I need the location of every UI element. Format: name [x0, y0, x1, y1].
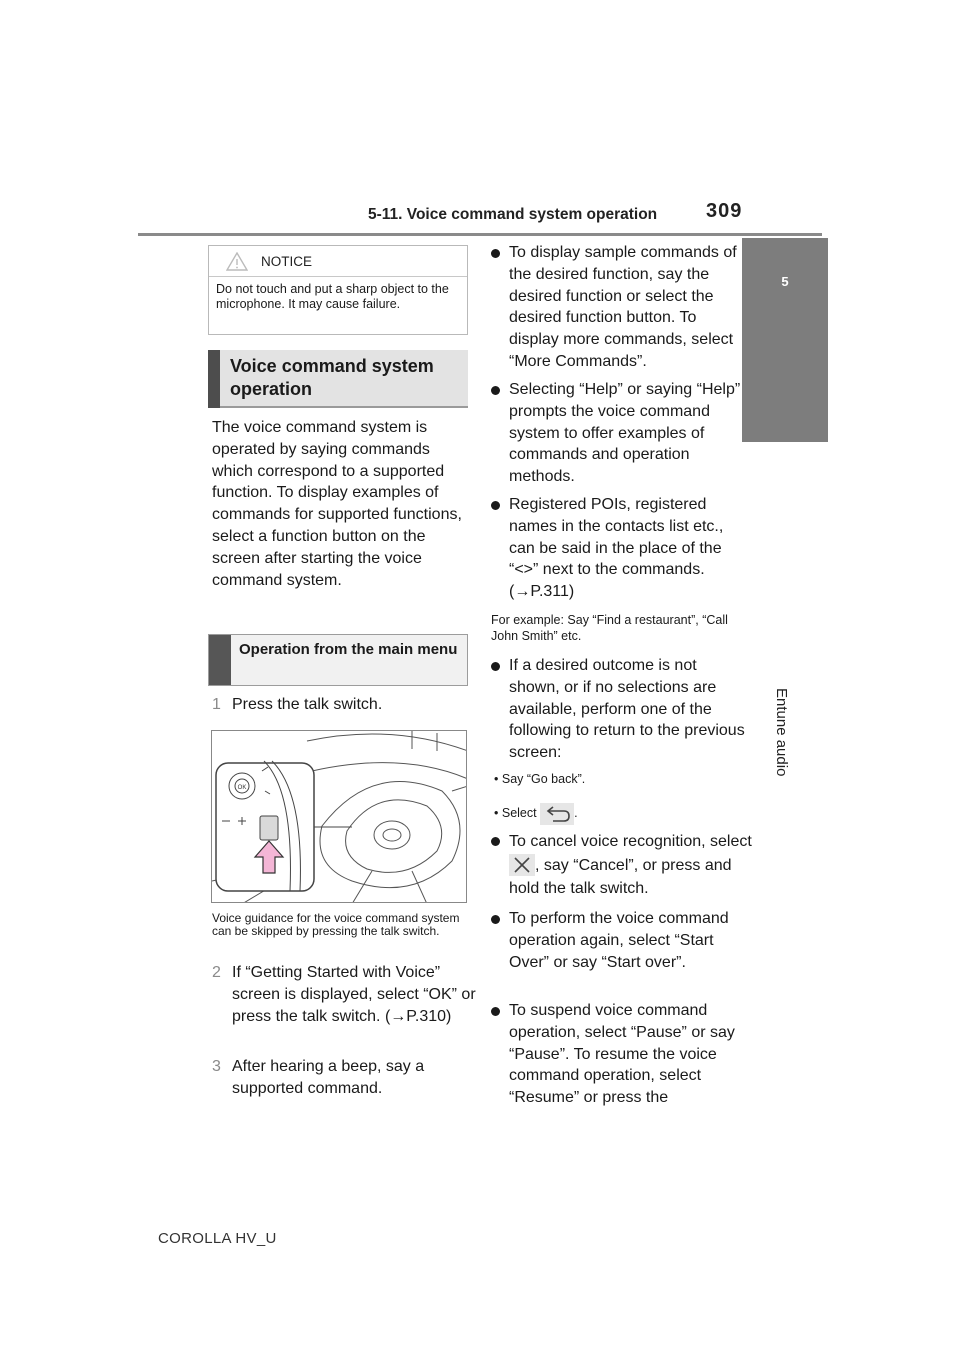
notice-box: [208, 245, 468, 335]
subsection-heading-text: Operation from the main menu: [239, 641, 458, 658]
subsection-heading-bar: [209, 635, 231, 685]
intro-paragraph: The voice command system is operated by saying commands which correspond to a supported function. To display examples of commands for supported functions, select a function button on the screen after starting the voice command system.: [212, 419, 462, 589]
notice-title: NOTICE: [261, 254, 313, 269]
example-note: For example: Say “Find a restaurant”, “Call John Smith” etc.: [491, 613, 728, 643]
bullet-item: [491, 494, 746, 606]
step-text: After hearing a beep, say a supported command.: [232, 1058, 425, 1097]
chapter-label: Entune audio: [773, 688, 790, 777]
step-item: [212, 962, 477, 1052]
notice-text: Do not touch and put a sharp object to the microphone. It may cause failure.: [216, 282, 449, 311]
sub-bullet-text: Select: [501, 806, 537, 820]
step-item: [212, 1056, 477, 1106]
step-number: 3: [212, 1058, 221, 1075]
steering-wheel-illustration: [211, 730, 467, 903]
bullet-dot: [491, 915, 500, 924]
section-heading-bar: [208, 350, 220, 408]
bullet-text: To perform the voice command operation again, select “Start Over” or say “Start over”.: [509, 910, 729, 971]
steering-wheel-drawing: [212, 731, 467, 903]
bullet-dot: [491, 1007, 500, 1016]
section-heading: [208, 350, 468, 408]
bullet-item: [491, 379, 746, 489]
illustration-caption: Voice guidance for the voice command system can be skipped by pressing the talk switch.: [212, 911, 460, 938]
sub-bullet-marker: •: [494, 806, 502, 820]
step-number: 1: [212, 696, 221, 713]
chapter-number: 5: [781, 274, 789, 289]
notice-header: [209, 246, 467, 277]
bullet-text: Registered POIs, registered names in the contacts list etc., can be said in the place of the “<>” next to the commands. (→P.311): [509, 496, 724, 601]
bullet-item: [491, 1000, 746, 1112]
back-arrow-icon[interactable]: [540, 803, 574, 825]
bullet-item: [491, 242, 746, 370]
warning-icon: [226, 252, 248, 271]
sub-bullet-item: [494, 772, 585, 786]
bullet-text: Selecting “Help” or saying “Help” prompts the voice command system to offer examples of commands and operation methods.: [509, 381, 741, 486]
subsection-heading: [208, 634, 468, 686]
section-title: 5-11. Voice command system operation: [368, 206, 658, 223]
bullet-dot: [491, 249, 500, 258]
footer-model-code: COROLLA HV_U: [158, 1230, 277, 1247]
sub-bullet-text: Say “Go back”.: [501, 772, 586, 786]
bullet-text: To suspend voice command operation, select “Pause” or say “Pause”. To resume the voice command operation, select “Resume” or press the: [509, 1002, 735, 1107]
bullet-item: [491, 830, 751, 900]
bullet-dot: [491, 837, 500, 846]
header-rule: [138, 233, 822, 236]
bullet-dot: [491, 386, 500, 395]
section-heading-text: Voice command system operation: [230, 356, 434, 399]
bullet-dot: [491, 662, 500, 671]
step-item: [212, 694, 472, 718]
bullet-item: [491, 908, 746, 998]
page-number: 309: [706, 200, 743, 222]
close-x-icon[interactable]: [509, 854, 535, 876]
sub-bullet-marker: •: [494, 772, 502, 786]
bullet-text-a: To cancel voice recognition, select: [509, 833, 752, 850]
sub-bullet-item: [494, 802, 578, 825]
step-text: Press the talk switch.: [232, 696, 383, 713]
ok-button-label: OK: [237, 785, 247, 791]
step-text: If “Getting Started with Voice” screen is displayed, select “OK” or press the talk switch. (→P.310): [232, 964, 476, 1025]
bullet-text-b: , say “Cancel”, or press and hold the talk switch.: [509, 856, 732, 897]
bullet-text: [509, 830, 759, 901]
step-number: 2: [212, 964, 221, 981]
bullet-text: To display sample commands of the desired function, say the desired function or select the desired function button. To display more commands, select “More Commands”.: [509, 244, 737, 370]
sub-bullet-suffix: .: [574, 806, 578, 820]
bullet-dot: [491, 501, 500, 510]
chapter-tab-light: [742, 442, 828, 672]
bullet-text: If a desired outcome is not shown, or if no selections are available, perform one of the following to return to the previous screen:: [509, 657, 745, 762]
bullet-item: [491, 655, 746, 765]
